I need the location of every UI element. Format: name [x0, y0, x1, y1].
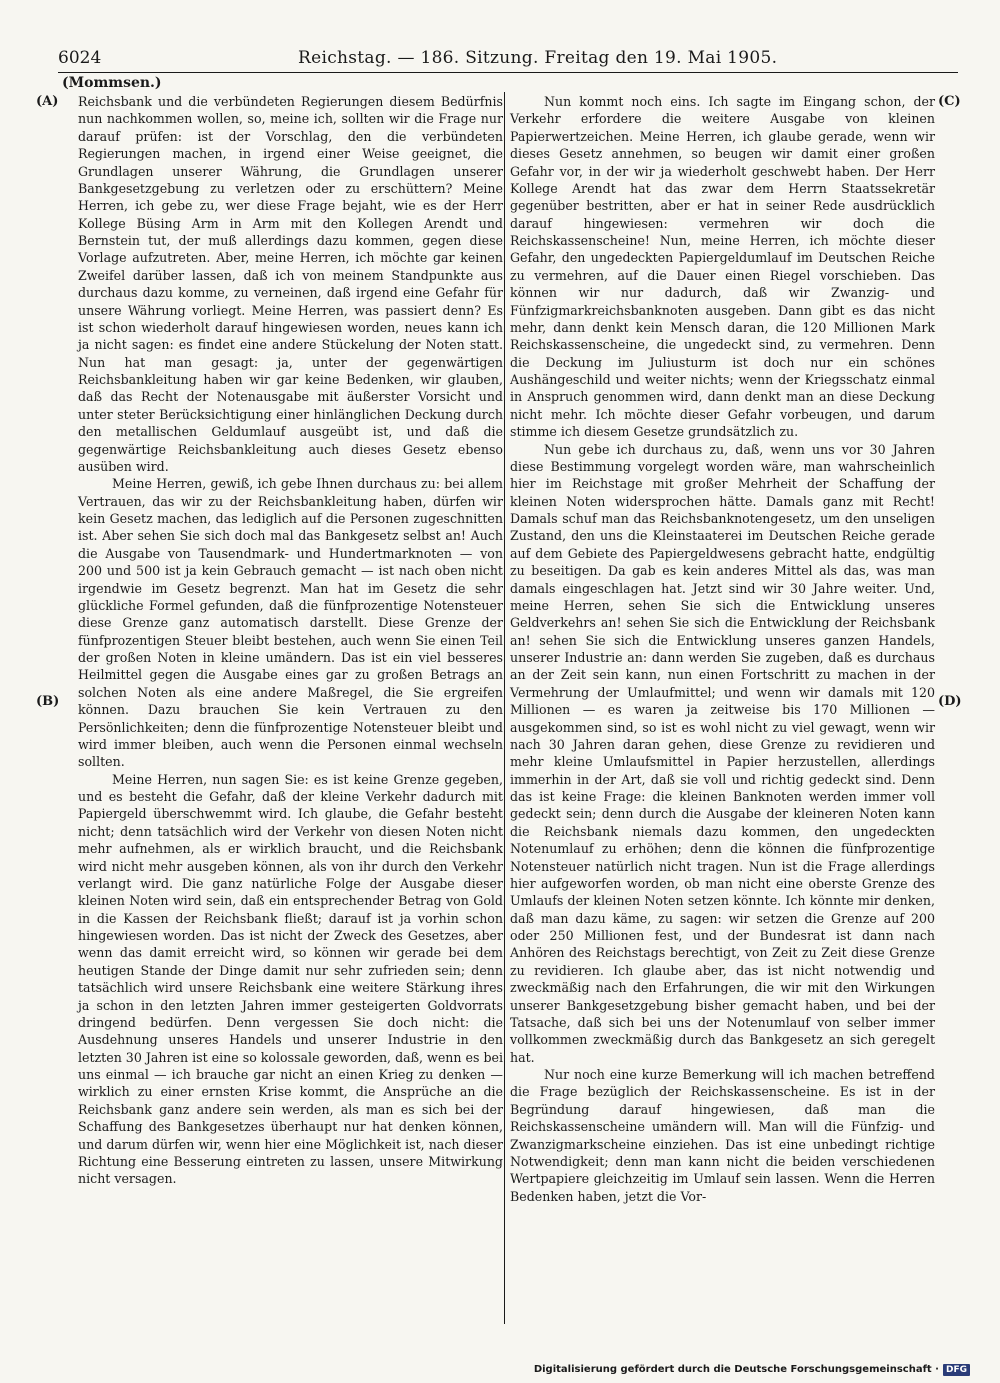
left-column: [78, 93, 503, 1323]
running-title: Reichstag. — 186. Sitzung. Freitag den 19. Mai 1905.: [298, 48, 778, 68]
margin-marker-d: (D): [938, 694, 962, 709]
right-column: [510, 93, 935, 1323]
margin-marker-a: (A): [36, 94, 59, 109]
footer-credit: [534, 1362, 970, 1378]
paragraph: Reichsbank und die verbündeten Regierungen diesem Bedürfnis nun nachkommen wollen, so, meine ich, sollten wir die Frage nur darauf prüfen: ist der Vorschlag, den die verbündeten Regierungen machen, in irgend einer Weise geeignet, die Grundlagen unserer Währung, die Grundlagen unserer Bankgesetzgebung zu verletzen oder zu erschüttern? Meine Herren, ich gebe zu, wer diese Frage bejaht, wie es der Herr Kollege Büsing Arm in Arm mit den Kollegen Arendt und Bernstein tut, der muß allerdings dazu kommen, gegen diese Vorlage aufzutreten. Aber, meine Herren, ich möchte gar keinen Zweifel darüber lassen, daß ich von meinem Standpunkte aus durchaus dazu komme, zu verneinen, daß irgend eine Gefahr für unsere Währung vorliegt. Meine Herren, was passiert denn? Es ist schon wiederholt darauf hingewiesen worden, neues kann ich ja nicht sagen: es findet eine andere Stückelung der Noten statt. Nun hat man gesagt: ja, unter der gegenwärtigen Reichsbankleitung haben wir gar keine Bedenken, wir glauben, daß das Recht der Notenausgabe mit äußerster Vorsicht und unter steter Berücksichtigung einer hinlänglichen Deckung durch den metallischen Geldumlauf ausgeübt ist, und daß die gegenwärtige Reichsbankleitung auch dieses Gesetz ebenso ausüben wird.: [78, 94, 503, 474]
paragraph: Nun kommt noch eins. Ich sagte im Eingang schon, der Verkehr erfordere die weitere Ausgabe von kleinen Papierwertzeichen. Meine Herren, ich glaube gerade, wenn wir dieses Gesetz annehmen, so beugen wir damit einer großen Gefahr vor, in der wir ja wiederholt geschwebt haben. Der Herr Kollege Arendt hat das zwar dem Herrn Staatssekretär gegenüber bestritten, aber er hat in seiner Rede ausdrücklich darauf hingewiesen: vermehren wir doch die Reichskassenscheine! Nun, meine Herren, ich möchte dieser Gefahr, den ungedeckten Papiergeldumlauf im Deutschen Reiche zu vermehren, auf die Dauer einen Riegel vorschieben. Das können wir nur dadurch, daß wir Zwanzig- und Fünfzigmarkreichsbanknoten ausgeben. Dann gibt es das nicht mehr, dann denkt kein Mensch daran, die 120 Millionen Mark Reichskassenscheine, die ungedeckt sind, zu vermehren. Denn die Deckung im Juliusturm ist doch nur ein schönes Aushängeschild und weiter nichts; wenn der Kriegsschatz einmal in Anspruch genommen wird, dann denkt man an diese Deckung nicht mehr. Ich möchte dieser Gefahr vorbeugen, und darum stimme ich diesem Gesetze grundsätzlich zu.: [510, 94, 935, 440]
paragraph: Meine Herren, gewiß, ich gebe Ihnen durchaus zu: bei allem Vertrauen, das wir zu der Reichsbankleitung haben, dürfen wir kein Gesetz machen, das lediglich auf die Personen zugeschnitten ist. Aber sehen Sie sich doch mal das Bankgesetz selbst an! Auch die Ausgabe von Tausendmark- und Hundertmarknoten — von 200 und 500 ist ja kein Gebrauch gemacht — ist nach oben nicht irgendwie im Gesetz begrenzt. Man hat im Gesetz die sehr glückliche Formel gefunden, daß die fünfprozentige Notensteuer diese Grenze ganz automatisch darstellt. Diese Grenze der fünfprozentigen Steuer bleibt bestehen, auch wenn Sie einen Teil der großen Noten in kleine umändern. Das ist ein viel besseres Heilmittel gegen die Ausgabe eines gar zu großen Betrags an solchen Noten als eine andere Maßregel, die Sie ergreifen können. Dazu brauchen Sie kein Vertrauen zu den Persönlichkeiten; denn die fünfprozentige Notensteuer bleibt und wird immer bleiben, auch wenn die Personen einmal wechseln sollten.: [78, 476, 503, 770]
page-number: 6024: [58, 48, 102, 68]
running-header: [58, 46, 958, 70]
footer-text: Digitalisierung gefördert durch die Deutsche Forschungsgemeinschaft ·: [533, 1364, 939, 1375]
column-divider: [504, 92, 505, 1324]
header-rule: [58, 72, 958, 73]
paragraph: Nur noch eine kurze Bemerkung will ich machen betreffend die Frage bezüglich der Reichskassenscheine. Es ist in der Begründung darauf hingewiesen, daß man die Reichskassenscheine umändern will. Man will die Fünfzig- und Zwanzigmarkscheine einziehen. Das ist eine unbedingt richtige Notwendigkeit; denn man kann nicht die beiden verschiedenen Wertpapiere gleichzeitig im Umlauf sein lassen. Wenn die Herren Bedenken haben, jetzt die Vor-: [510, 1067, 935, 1204]
speaker-name: (Mommsen.): [62, 75, 162, 91]
paragraph: Nun gebe ich durchaus zu, daß, wenn uns vor 30 Jahren diese Bestimmung vorgelegt worden wäre, man wahrscheinlich hier im Reichstage mit großer Mehrheit der Schaffung der kleinen Noten widersprochen hätte. Damals ganz mit Recht! Damals schuf man das Reichsbanknotengesetz, um den unseligen Zustand, den uns die Kleinstaaterei im Deutschen Reiche gerade auf dem Gebiete des Papiergeldwesens gebracht hatte, endgültig zu beseitigen. Da gab es kein anderes Mittel als das, was man damals eingeschlagen hat. Jetzt sind wir 30 Jahre weiter. Und, meine Herren, sehen Sie sich die Entwicklung unseres Geldverkehrs an! sehen Sie sich die Entwicklung der Reichsbank an! sehen Sie sich die Entwicklung unseres ganzen Handels, unserer Industrie an: dann werden Sie zugeben, daß es durchaus an der Zeit sein kann, nun einen Fortschritt zu machen in der Vermehrung der Umlaufmittel; und wenn wir damals mit 120 Millionen — es waren ja zeitweise bis 170 Millionen — ausgekommen sind, so ist es wohl nicht zu viel gewagt, wenn wir nach 30 Jahren daran gehen, diese Grenze zu revidieren und mehr kleine Umlaufsmittel in Papier herzustellen, allerdings immerhin in der Art, daß sie voll und richtig gedeckt sind. Denn das ist keine Frage: die kleinen Banknoten werden immer voll gedeckt sein; denn durch die Ausgabe der kleineren Noten kann die Reichsbank niemals dazu kommen, den ungedeckten Notenumlauf zu erhöhen; denn die können die fünfprozentige Notensteuer natürlich nicht tragen. Nun ist die Frage allerdings hier aufgeworfen worden, ob man nicht eine oberste Grenze des Umlaufs der kleinen Noten setzen könnte. Ich könnte mir denken, daß man dazu käme, zu sagen: wir setzen die Grenze auf 200 oder 250 Millionen fest, und der Bundesrat ist dann nach Anhören des Reichstags berechtigt, von Zeit zu Zeit diese Grenze zu revidieren. Ich glaube aber, das ist nicht notwendig und zweckmäßig nach den Erfahrungen, die wir mit den Wirkungen unserer Bankgesetzgebung bisher gemacht haben, und bei der Tatsache, daß sich bei uns der Notenumlauf von selber immer vollkommen zweckmäßig durch das Bankgesetz an sich geregelt hat.: [510, 441, 935, 1065]
margin-marker-c: (C): [938, 94, 961, 109]
paragraph: Meine Herren, nun sagen Sie: es ist keine Grenze gegeben, und es besteht die Gefahr, daß der kleine Verkehr dadurch mit Papiergeld überschwemmt wird. Ich glaube, die Gefahr besteht nicht; denn tatsächlich wird der Verkehr von diesen Noten nicht mehr aufnehmen, als er wirklich braucht, und die Reichsbank wird nicht mehr ausgeben können, als von ihr durch den Verkehr verlangt wird. Die ganz natürliche Folge der Ausgabe dieser kleinen Noten wird sein, daß ein entsprechender Betrag von Gold in die Kassen der Reichsbank fließt; darauf ist ja vorhin schon hingewiesen worden. Das ist nicht der Zweck des Gesetzes, aber wenn das damit erreicht wird, so können wir gerade bei dem heutigen Stande der Dinge damit nur sehr zufrieden sein; denn tatsächlich wird unsere Reichsbank eine weitere Stärkung ihres ja schon in den letzten Jahren immer gesteigerten Goldvorrats dringend bedürfen. Denn vergessen Sie doch nicht: die Ausdehnung unseres Handels und unserer Industrie in den letzten 30 Jahren ist eine so kolossale geworden, daß, wenn es bei uns einmal — ich brauche gar nicht an einen Krieg zu denken — wirklich zu einer ernsten Krise kommt, die Ansprüche an die Reichsbank ganz andere sein werden, als man es sich bei der Schaffung des Bankgesetzes überhaupt nur hat denken können, und darum dürfen wir, wenn hier eine Möglichkeit ist, nach dieser Richtung eine Besserung eintreten zu lassen, unsere Mitwirkung nicht versagen.: [78, 771, 503, 1187]
margin-marker-b: (B): [36, 694, 60, 709]
dfg-logo: DFG: [943, 1364, 970, 1376]
